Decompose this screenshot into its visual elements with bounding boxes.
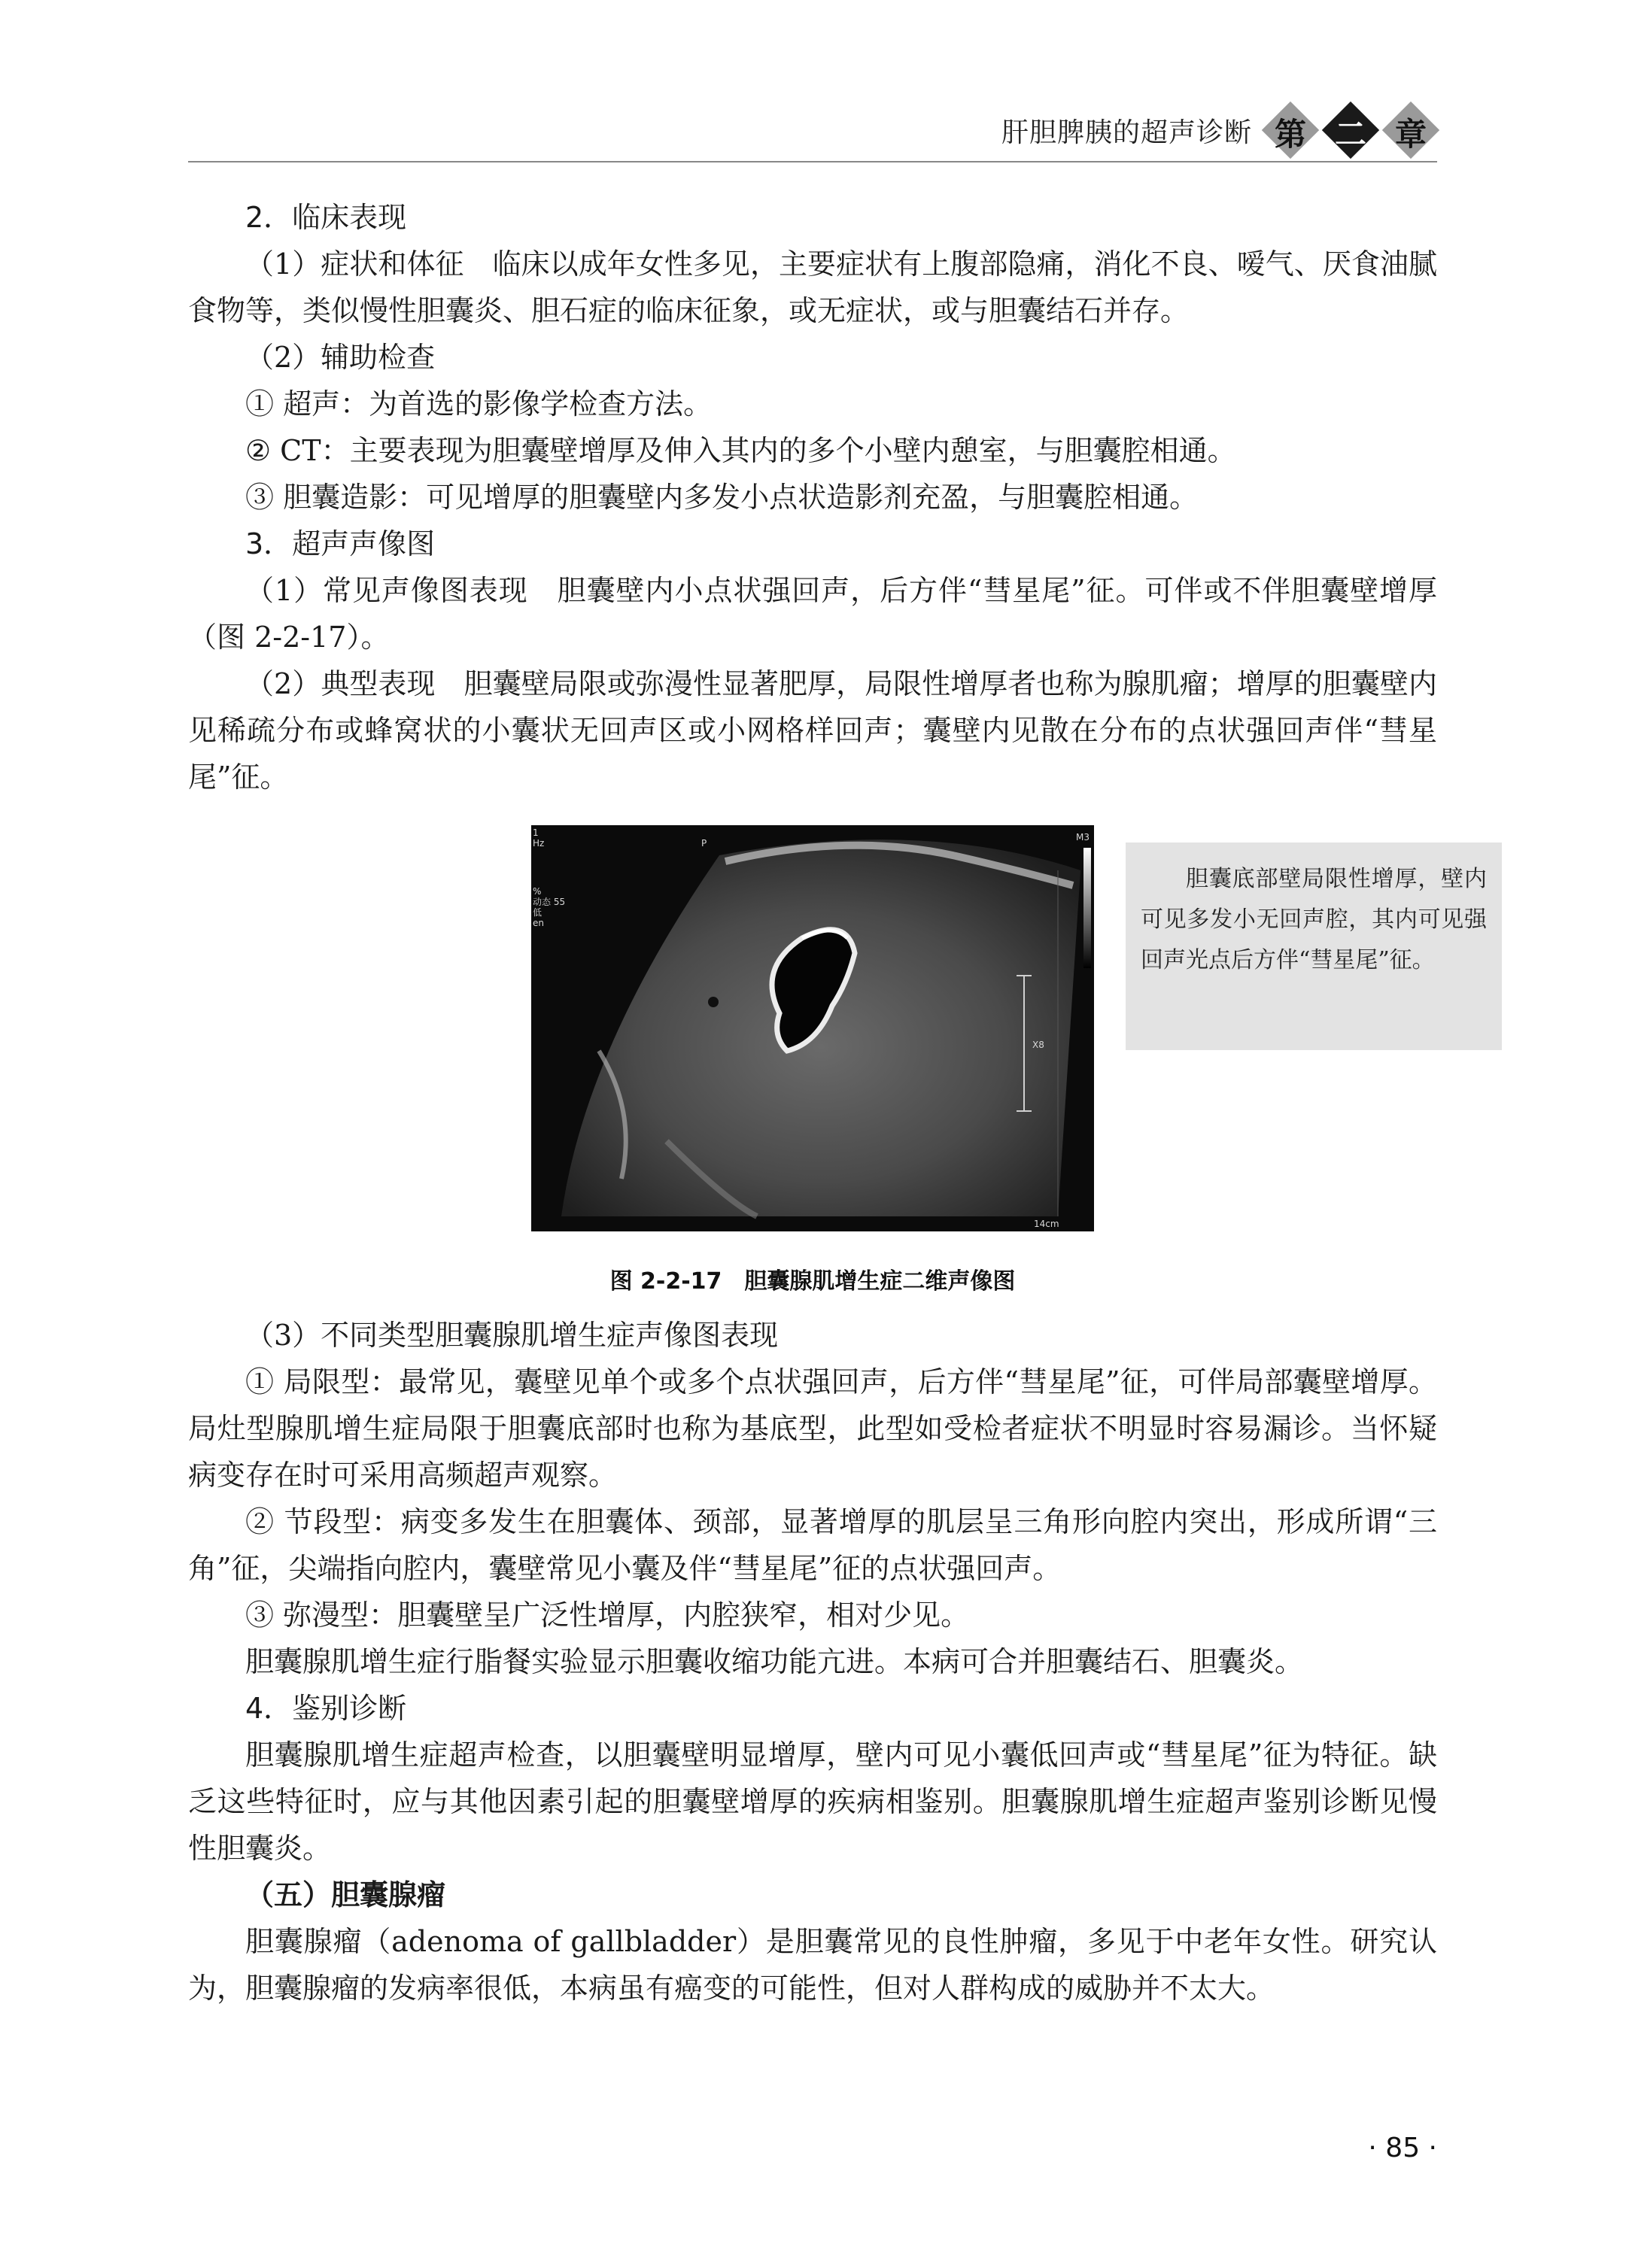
figure-caption: 图 2-2-17 胆囊腺肌增生症二维声像图 [609,1268,1016,1295]
chapter-char-2: 二 [1334,116,1366,153]
ultrasound-graphic [531,825,1094,1231]
label-common-findings: （1）常见声像图表现 [245,574,528,607]
text-symptoms: 临床以成年女性多见，主要症状有上腹部隐痛，消化不良、嗳气、厌食油腻食物等，类似慢性胆囊炎、胆石症的临床征象，或无症状，或与胆囊结石并存。 [188,247,1437,327]
running-header [188,105,1437,156]
body-text-bottom [188,1312,1437,2011]
overlay-tl2: Hz [533,838,545,849]
type-diffuse: ③ 弥漫型：胆囊壁呈广泛性增厚，内腔狭窄，相对少见。 [245,1599,970,1632]
overlay-tl3: % [533,886,542,897]
running-header-title: 肝胆脾胰的超声诊断 [1001,117,1252,148]
aux-ultrasound: ① 超声：为首选的影像学检查方法。 [245,387,713,421]
overlay-tl6: en [533,918,544,928]
type-segmental: ② 节段型：病变多发生在胆囊体、颈部，显著增厚的肌层呈三角形向腔内突出，形成所谓“三角”征，尖端指向腔内，囊壁常见小囊及伴“彗星尾”征的点状强回声。 [188,1505,1437,1585]
paragraph-common-findings [188,567,1437,660]
header-rule [188,161,1437,162]
body-text-top [188,194,1437,800]
type-localized: ① 局限型：最常见，囊壁见单个或多个点状强回声，后方伴“彗星尾”征，可伴局部囊壁增厚。局灶型腺肌增生症局限于胆囊底部时也称为基底型，此型如受检者症状不明显时容易漏诊。当怀疑病变存在时可采用高频超声观察。 [188,1365,1437,1492]
label-symptoms: （1）症状和体征 [245,247,464,281]
overlay-tl5: 低 [533,907,542,918]
overlay-tl1: 1 [533,827,539,838]
small-cyst [708,997,719,1007]
page-number: · 85 · [1368,2133,1437,2163]
figure-note-text: 胆囊底部壁局限性增厚，壁内可见多发小无回声腔，其内可见强回声光点后方伴“彗星尾”征。 [1141,866,1487,973]
text-common-findings: 胆囊壁内小点状强回声，后方伴“彗星尾”征。可伴或不伴胆囊壁增厚（图 2-2-17）。 [188,574,1437,654]
ultrasound-image [531,825,1094,1231]
overlay-x8: X8 [1032,1040,1044,1050]
paragraph-adenoma: 胆囊腺瘤（adenoma of gallbladder）是胆囊常见的良性肿瘤，多见于中老年女性。研究认为，胆囊腺瘤的发病率很低，本病虽有癌变的可能性，但对人群构成的威胁并不太大。 [188,1925,1437,2005]
paragraph-fatty-meal: 胆囊腺肌增生症行脂餐实验显示胆囊收缩功能亢进。本病可合并胆囊结石、胆囊炎。 [245,1645,1304,1678]
section-heading-clinical: 2．临床表现 [245,201,407,234]
section-heading-differential: 4．鉴别诊断 [245,1692,407,1725]
section-heading-ultrasound: 3．超声声像图 [245,527,436,560]
text-typical-findings: 胆囊壁局限或弥漫性显著肥厚，局限性增厚者也称为腺肌瘤；增厚的胆囊壁内见稀疏分布或蜂窝状的小囊状无回声区或小网格样回声；囊壁内见散在分布的点状强回声伴“彗星尾”征。 [188,667,1437,794]
aux-ct: ② CT：主要表现为胆囊壁增厚及伸入其内的多个小壁内憩室，与胆囊腔相通。 [245,434,1236,467]
label-typical-findings: （2）典型表现 [245,667,436,700]
paragraph-differential: 胆囊腺肌增生症超声检查，以胆囊壁明显增厚，壁内可见小囊低回声或“彗星尾”征为特征。缺乏这些特征时，应与其他因素引起的胆囊壁增厚的疾病相鉴别。胆囊腺肌增生症超声鉴别诊断见慢性胆囊炎。 [188,1738,1437,1865]
aux-cholecystography: ③ 胆囊造影：可见增厚的胆囊壁内多发小点状造影剂充盈，与胆囊腔相通。 [245,481,1199,514]
paragraph-symptoms [188,241,1437,334]
chapter-badge [1264,105,1437,156]
chapter-char-3: 章 [1394,116,1427,153]
paragraph-typical-findings [188,660,1437,800]
figure-note-box [1126,843,1502,1050]
label-aux-exam: （2）辅助检查 [245,341,436,374]
overlay-m3: M3 [1076,832,1090,843]
overlay-tl4: 动态 55 [533,897,566,907]
grayscale-bar [1083,848,1091,968]
overlay-depth: 14cm [1034,1219,1059,1229]
overlay-p-marker: P [701,838,707,849]
label-type-findings: （3）不同类型胆囊腺肌增生症声像图表现 [245,1319,779,1352]
section-heading-adenoma: （五）胆囊腺瘤 [245,1878,446,1911]
chapter-char-1: 第 [1274,116,1306,153]
